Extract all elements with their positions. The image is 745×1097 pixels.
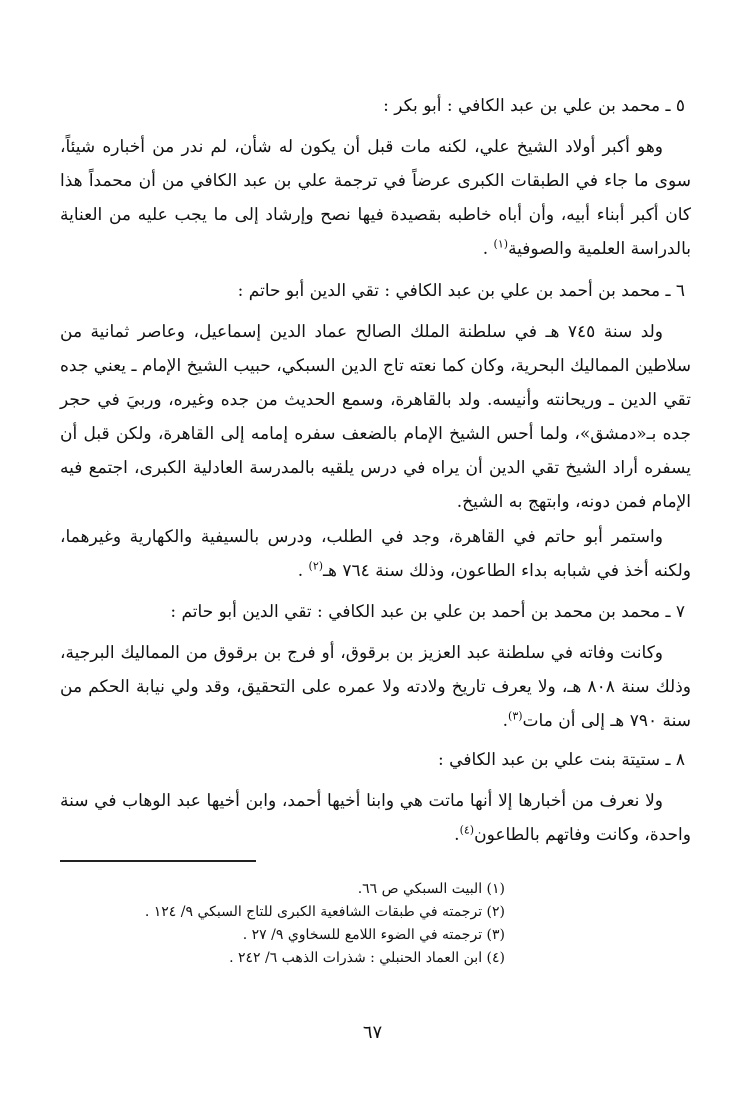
section-heading-8: ٨ ـ ستيتة بنت علي بن عبد الكافي : xyxy=(438,750,685,770)
paragraph-tail: . xyxy=(454,825,460,845)
footnote-2: (٢) ترجمته في طبقات الشافعية الكبرى للتاج السبكي ٩/ ١٢٤ . xyxy=(144,904,505,920)
footnote-marker: (٢) xyxy=(308,559,324,573)
section-heading-5: ٥ ـ محمد بن علي بن عبد الكافي : أبو بكر : xyxy=(383,96,685,116)
paragraph-text: وهو أكبر أولاد الشيخ علي، لكنه مات قبل أن يكون له شأن، لم ندر من أخباره شيئاً، سوى ما جاء في الطبقات الكبرى عرضاً في ترجمة علي بن عبد الكافي من أن محمداً هذا كان أكبر أبناء أبيه، وأن أباه خاطبه بقصيدة فيها نصح وإرشاد إلى ما يجب عليه من العناية بالدراسة العلمية والصوفية xyxy=(60,137,691,259)
page-number: ٦٧ xyxy=(362,1022,383,1043)
footnote-4: (٤) ابن العماد الحنبلي : شذرات الذهب ٦/ ٢٤٢ . xyxy=(229,950,505,966)
paragraph-tail: . xyxy=(297,561,309,581)
section-6-paragraph-2 xyxy=(60,520,691,588)
footnote-3: (٣) ترجمته في الضوء اللامع للسخاوي ٩/ ٢٧ . xyxy=(242,927,505,943)
paragraph-text: وكانت وفاته في سلطنة عبد العزيز بن برقوق، أو فرج بن برقوق من المماليك البرجية، وذلك سنة ٨٠٨ هـ، ولا يعرف تاريخ ولادته ولا عمره على التحقيق، وقد ولي نيابة الحكم من سنة ٧٩٠ هـ إلى أن مات xyxy=(60,643,692,731)
footnote-divider xyxy=(60,860,256,862)
footnote-1: (١) البيت السبكي ص ٦٦. xyxy=(357,881,505,897)
footnotes xyxy=(45,878,505,970)
paragraph-tail: . xyxy=(502,711,509,731)
section-heading-6: ٦ ـ محمد بن أحمد بن علي بن عبد الكافي : تقي الدين أبو حاتم : xyxy=(237,281,685,301)
paragraph-text: ولا نعرف من أخبارها إلا أنها ماتت هي وابنا أخيها أحمد، وابن أخيها عبد الوهاب في سنة واحدة، وكانت وفاتهم بالطاعون xyxy=(60,791,691,845)
footnote-marker: (٤) xyxy=(459,823,475,837)
paragraph-tail: . xyxy=(482,239,494,259)
section-heading-7: ٧ ـ محمد بن محمد بن أحمد بن علي بن عبد الكافي : تقي الدين أبو حاتم : xyxy=(170,602,685,622)
paragraph-text: ولد سنة ٧٤٥ هـ في سلطنة الملك الصالح عماد الدين إسماعيل، وعاصر ثمانية من سلاطين المماليك البحرية، وكان كما نعته تاج الدين السبكي، حبيب الشيخ الإمام ـ يعني جده تقي الدين ـ وريحانته وأنيسه. ولد بالقاهرة، وسمع الحديث من جده وغيره، وربيَ في حجر جده بـ«دمشق»، ولما أحس الشيخ الإمام بالضعف سفره إمامه إلى القاهرة، ولكن قبل أن يسفره أراد الشيخ تقي الدين أن يراه في درس يلقيه بالمدرسة العادلية الكبرى، اجتمع فيه الإمام فمن دونه، وابتهج به الشيخ. xyxy=(60,322,691,512)
footnote-marker: (٣) xyxy=(508,709,523,723)
section-8-paragraph-1 xyxy=(60,784,691,852)
section-7-paragraph-1 xyxy=(60,636,691,738)
section-5-paragraph-1 xyxy=(60,130,691,266)
footnote-marker: (١) xyxy=(493,237,509,251)
section-6-paragraph-1 xyxy=(60,315,691,519)
paragraph-text: واستمر أبو حاتم في القاهرة، وجد في الطلب، ودرس بالسيفية والكهارية وغيرهما، ولكنه أخذ في شبابه بداء الطاعون، وذلك سنة ٧٦٤ هـ xyxy=(60,527,691,581)
